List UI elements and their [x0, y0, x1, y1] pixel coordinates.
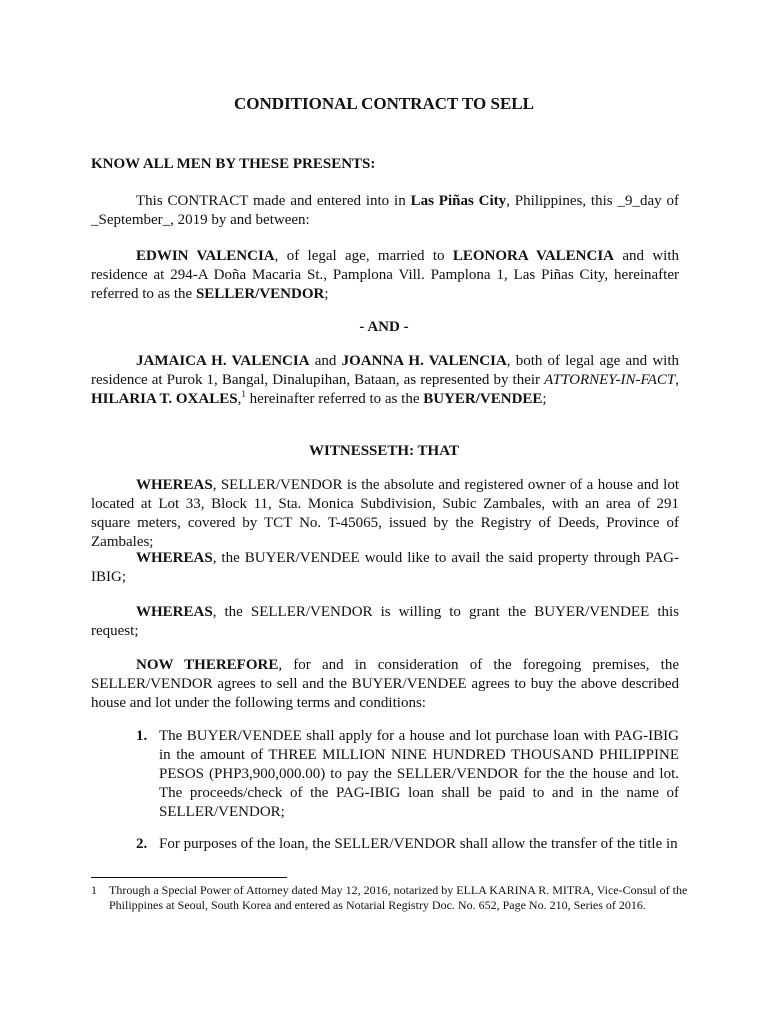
buyer-text-3: , — [675, 372, 679, 388]
seller-text-2: and with residence at 294-A Doña Macaria St., Pamplona Vill. Pamplona 1, Las Piñas City, hereinafter referred to as the — [91, 248, 680, 302]
footnote-ref: 1 — [241, 389, 246, 399]
buyer-text-1: and — [309, 353, 342, 369]
list-item: For purposes of the loan, the SELLER/VENDOR shall allow the transfer of the title in — [159, 836, 678, 852]
seller-text-3: ; — [324, 286, 329, 302]
intro-text-1: This CONTRACT made and entered into in — [136, 193, 411, 209]
seller-spouse: LEONORA VALENCIA — [452, 248, 615, 264]
now-therefore-keyword: NOW THEREFORE — [136, 657, 279, 673]
now-therefore-text: , for and in consideration of the foregoing premises, the SELLER/VENDOR agrees to sell and the BUYER/VENDEE agrees to buy the above described house and lot under the following terms and conditions: — [91, 657, 680, 711]
list-item-number: 1. — [136, 728, 148, 744]
intro-paragraph — [91, 192, 679, 230]
whereas-2-text: , the BUYER/VENDEE would like to avail the said property through PAG-IBIG; — [91, 550, 679, 585]
intro-text-2: , Philippines, this _9_day of _September_, 2019 by and between: — [91, 193, 679, 228]
buyer-paragraph — [91, 352, 679, 409]
intro-city: Las Piñas City — [410, 193, 507, 209]
seller-role: SELLER/VENDOR — [195, 286, 325, 302]
whereas-2-keyword: WHEREAS — [136, 550, 213, 566]
buyer-text-6: ; — [542, 391, 547, 407]
footnote-text: Through a Special Power of Attorney dated May 12, 2016, notarized by ELLA KARINA R. MITRA, Vice-Consul of the Philippines at Seoul, South Korea and entered as Notarial Registry Doc. No. 652, Page No. 210, Series of 2016. — [109, 883, 688, 912]
seller-paragraph — [91, 247, 679, 304]
footnote-number: 1 — [91, 883, 97, 897]
and-separator: - AND - — [359, 319, 409, 335]
know-all-heading: KNOW ALL MEN BY THESE PRESENTS: — [91, 156, 376, 172]
buyer-name-2: JOANNA H. VALENCIA — [341, 353, 507, 369]
whereas-1-text: , SELLER/VENDOR is the absolute and registered owner of a house and lot located at Lot 33, Block 11, Sta. Monica Subdivision, Subic Zambales, with an area of 291 square meters, covered by TCT No. T-45065, issued by the Registry of Deeds, Province of Zambales; — [91, 477, 679, 550]
buyer-text-5: hereinafter referred to as the — [245, 391, 424, 407]
whereas-3 — [91, 603, 679, 641]
list-item: The BUYER/VENDEE shall apply for a house and lot purchase loan with PAG-IBIG in the amount of THREE MILLION NINE HUNDRED THOUSAND PHILIPPINE PESOS (PHP3,900,000.00) to pay the SELLER/VENDOR for the the house and lot. The proceeds/check of the PAG-IBIG loan shall be paid to and in the name of SELLER/VENDOR; — [159, 728, 679, 820]
buyer-agent: HILARIA T. OXALES — [91, 391, 238, 407]
buyer-name-1: JAMAICA H. VALENCIA — [136, 353, 310, 369]
whereas-1-keyword: WHEREAS — [136, 477, 213, 493]
whereas-2 — [91, 549, 679, 587]
buyer-role: BUYER/VENDEE — [423, 391, 543, 407]
list-item-number: 2. — [136, 836, 148, 852]
buyer-text-2: , both of legal age and with residence at Purok 1, Bangal, Dinalupihan, Bataan, as represented by their — [91, 353, 679, 388]
buyer-aif: ATTORNEY-IN-FACT — [544, 372, 676, 388]
document-title: CONDITIONAL CONTRACT TO SELL — [234, 94, 534, 113]
whereas-3-keyword: WHEREAS — [136, 604, 213, 620]
witnesseth-heading: WITNESSETH: THAT — [309, 443, 459, 459]
buyer-text-4: , — [237, 391, 242, 407]
footnote-divider — [91, 877, 287, 878]
seller-text-1: , of legal age, married to — [274, 248, 453, 264]
seller-name: EDWIN VALENCIA — [136, 248, 275, 264]
now-therefore-paragraph — [91, 656, 679, 713]
whereas-1 — [91, 476, 679, 552]
whereas-3-text: , the SELLER/VENDOR is willing to grant the BUYER/VENDEE this request; — [91, 604, 679, 639]
